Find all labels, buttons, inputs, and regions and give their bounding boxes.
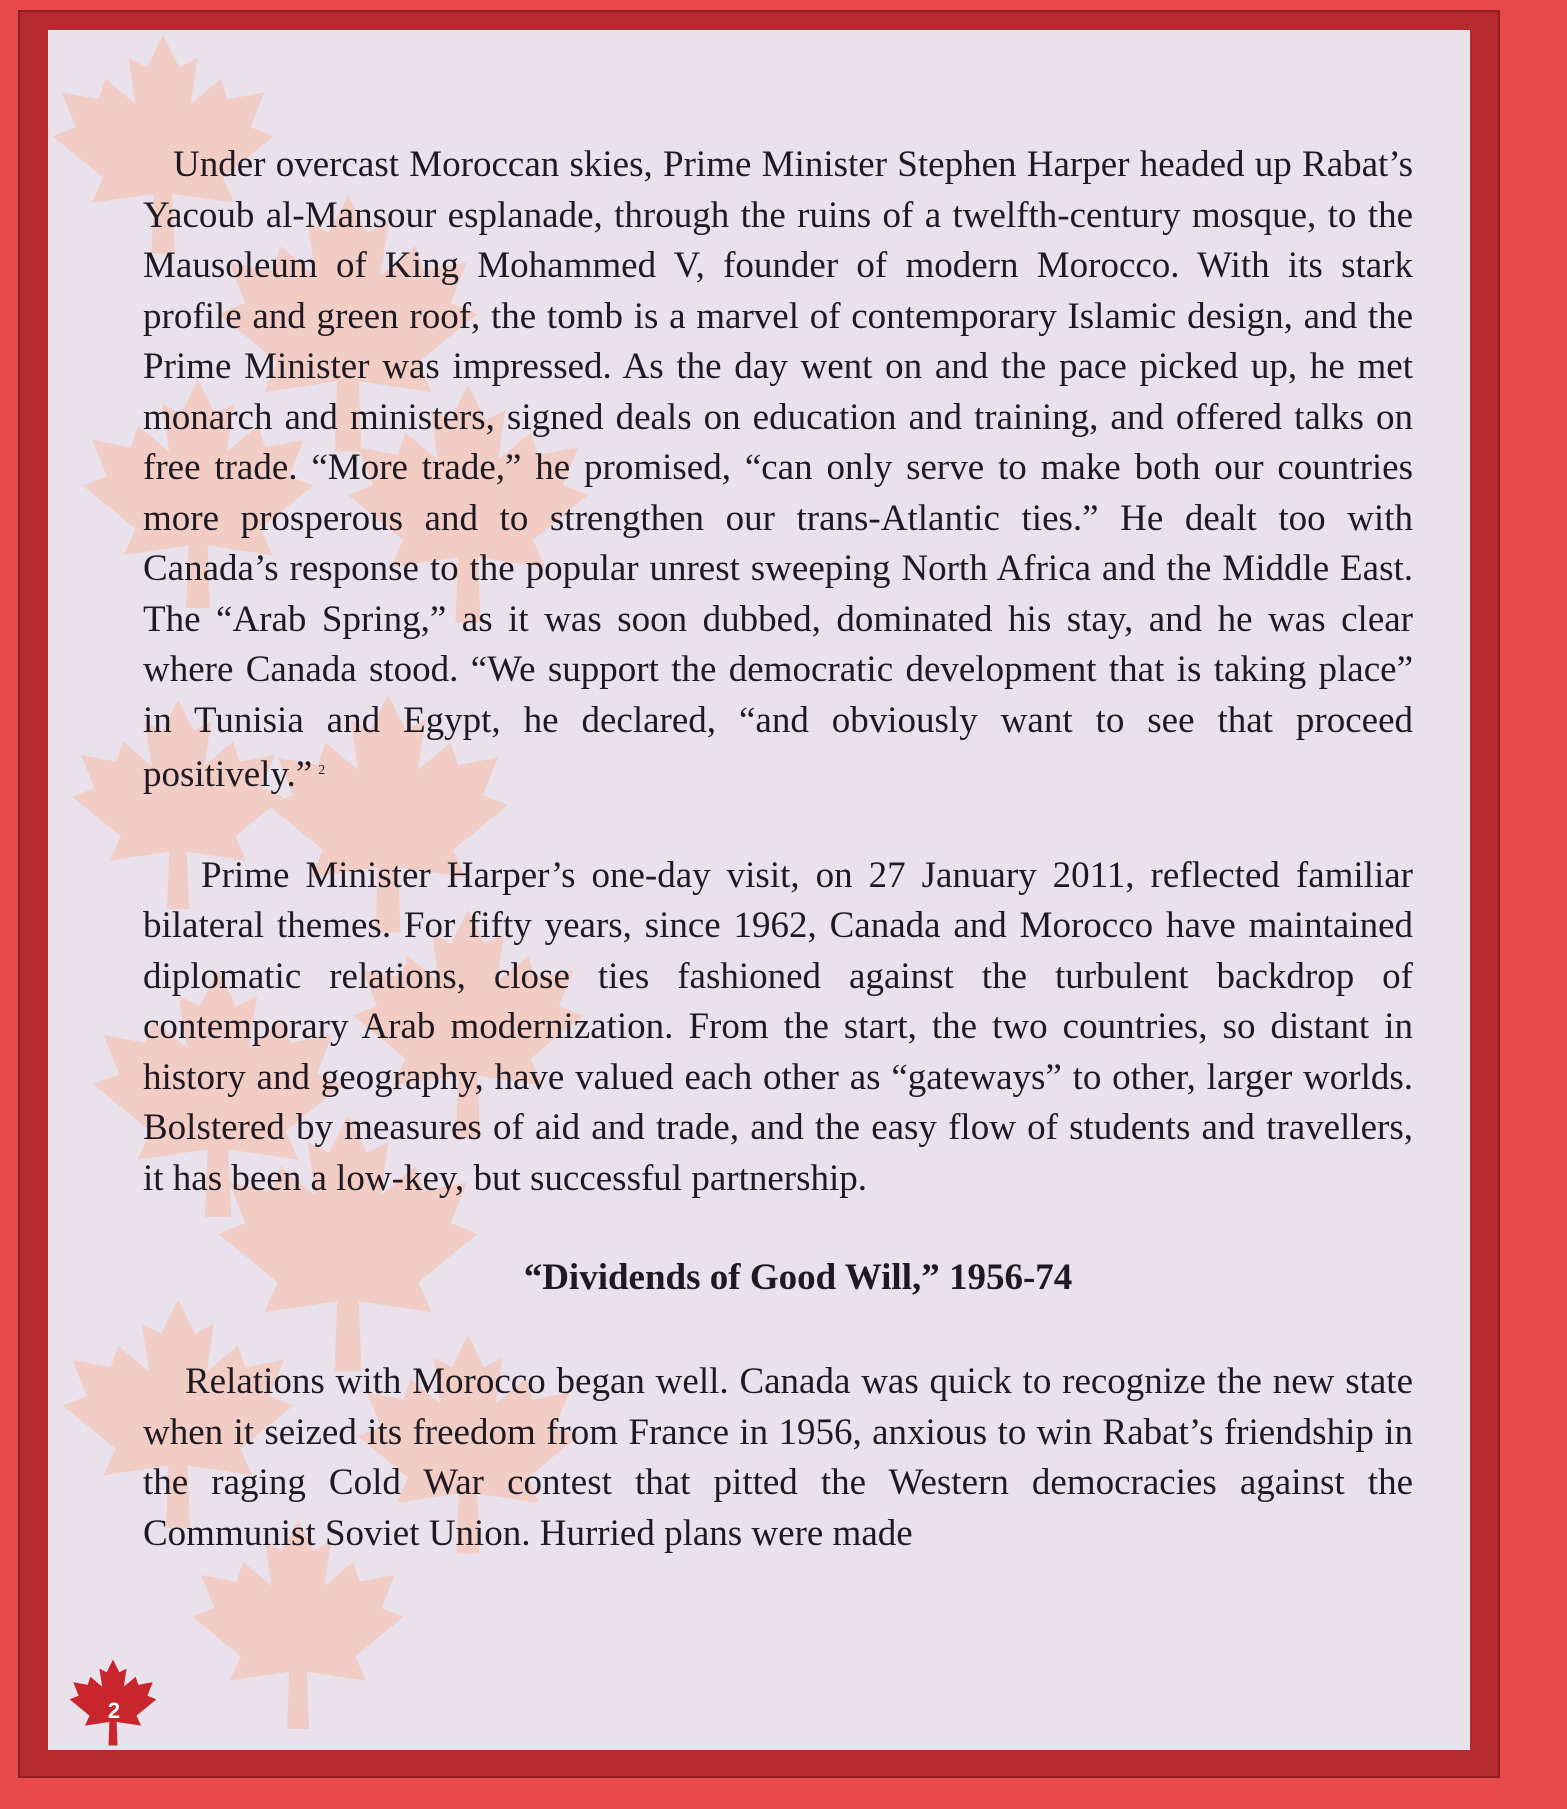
paragraph: Prime Minister Harper’s one-day visit, on 27 January 2011, reflected familiar bilateral themes. For fifty years, since 1962, Canada and Morocco have maintained diplomatic relations, close ties fashioned against the turbulent backdrop of contemporary Arab modernization. From the start, the two countries, so distant in history and geography, have valued each other as “gateways” to other, larger worlds. Bolstered by measures of aid and trade, and the easy flow of students and travellers, it has been a low-key, but successful partnership.: [143, 854, 1413, 1199]
paragraph: Relations with Morocco began well. Canada was quick to recognize the new state when it seized its freedom from France in 1956, anxious to win Rabat’s friendship in the raging Cold War contest that pitted the Western democracies against the Communist Soviet Union. Hurried plans were made: [143, 1361, 1413, 1554]
article-body: [143, 140, 1413, 1559]
page-number: 2: [107, 1698, 121, 1723]
paragraph: [143, 140, 1413, 801]
paragraph-text: Under overcast Moroccan skies, Prime Minister Stephen Harper headed up Rabat’s Yacoub al-Mansour esplanade, through the ruins of a twelfth-century mosque, to the Mausoleum of King Mohammed V, founder of modern Morocco. With its stark profile and green roof, the tomb is a marvel of contemporary Islamic design, and the Prime Minister was impressed. As the day went on and the pace picked up, he met monarch and ministers, signed deals on education and training, and offered talks on free trade. “More trade,” he promised, “can only serve to make both our countries more prosperous and to strengthen our trans-Atlantic ties.” He dealt too with Canada’s response to the popular unrest sweeping North Africa and the Middle East. The “Arab Spring,” as it was soon dubbed, dominated his stay, and he was clear where Canada stood. “We support the democratic development that is taking place” in Tunisia and Egypt, he declared, “and obviously want to see that proceed positively.”: [143, 144, 1413, 795]
footnote-marker[interactable]: 2: [318, 763, 326, 778]
section-heading: “Dividends of Good Will,” 1956-74: [523, 1257, 1073, 1298]
document-page: [48, 30, 1470, 1750]
